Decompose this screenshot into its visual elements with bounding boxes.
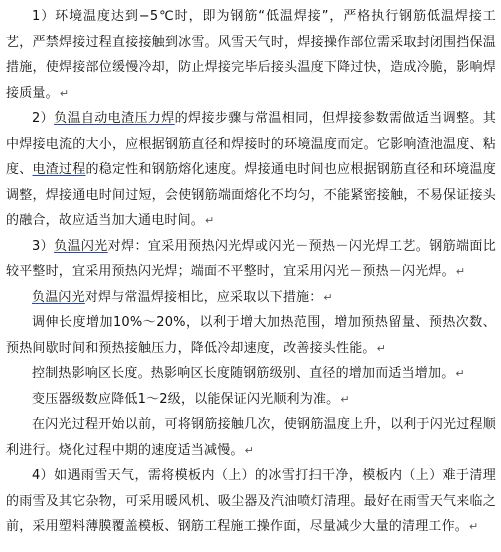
text-run: 1）环境温度达到−5℃时，即为钢筋“低温焊接”，严格执行钢筋低温焊接工艺，严禁焊接过程直接接触到冰雪。风雪天气时，焊接操作部位需采取封闭围挡保温措施，使焊接部位缓慢冷却，防止焊接完毕后接头温度下降过快，造成冷脆，影响焊接质量。	[6, 9, 496, 101]
paragraph-mark-icon: ↵	[205, 214, 215, 227]
paragraph-mark-icon: ↵	[455, 265, 466, 278]
underlined-term: 电渣过程	[32, 162, 86, 177]
paragraph-mark-icon: ↵	[323, 290, 333, 304]
paragraph-8	[6, 412, 496, 463]
underlined-term: 负温自动电渣压力焊	[54, 111, 175, 126]
paragraph-mark-icon: ↵	[244, 443, 255, 457]
paragraph-2	[6, 106, 496, 234]
text-run: 对焊与常温焊接相比，应采取以下措施：	[84, 289, 323, 305]
text-run: 调伸长度增加10%～20%，以利于增大加热范围，增加预热留量、预热次数、预热间歇时间和预热接触压力，降低冷却速度，改善接头性能。	[6, 315, 496, 356]
text-run: 3）	[32, 238, 55, 254]
text-run: 对焊：宜采用预热闪光焊或闪光－预热－闪光焊工艺。钢筋端面比较平整时，宜采用预热闪光焊；端面不平整时，宜采用闪光－预热－闪光焊。	[6, 238, 496, 279]
text-run: 变压器级数应降低1～2级，以能保证闪光顺利为准。	[32, 391, 340, 407]
text-run: 的焊接步骤与常温相同，但焊接参数需做适当调整。其中焊接电流的大小，应根据钢筋直径和焊接时的环境温度而定。它影响渣池温度、粘度、	[6, 111, 496, 177]
underlined-term: 负温闪光	[54, 238, 108, 254]
paragraph-mark-icon: ↵	[340, 392, 350, 406]
underlined-term: 负温闪光	[32, 289, 85, 305]
paragraph-7	[6, 387, 496, 413]
paragraph-3	[6, 234, 496, 285]
paragraph-1	[6, 4, 496, 106]
text-run: 的稳定性和钢筋熔化速度。焊接通电时间也应根据钢筋直径和环境温度调整，焊接通电时间过短，会使钢筋端面熔化不均匀，不能紧密接触，不易保证接头的融合，故应适当加大通电时间。	[6, 162, 496, 228]
paragraph-9	[6, 463, 496, 540]
text-run: 在闪光过程开始以前，可将钢筋接触几次，使钢筋温度上升，以利于闪光过程顺利进行。烧化过程中期的速度适当减慢。	[6, 417, 496, 458]
paragraph-5	[6, 310, 496, 361]
paragraph-6	[6, 361, 496, 387]
text-run: 2）	[32, 111, 55, 126]
paragraph-mark-icon: ↵	[469, 520, 479, 533]
paragraph-4	[6, 285, 496, 311]
document-page	[6, 4, 496, 540]
paragraph-mark-icon: ↵	[455, 367, 465, 380]
paragraph-mark-icon: ↵	[376, 341, 387, 355]
paragraph-mark-icon: ↵	[59, 86, 70, 100]
text-run: 控制热影响区长度。热影响区长度随钢筋级别、直径的增加而适当增加。	[32, 366, 455, 381]
text-run: 4）如遇雨雪天气，需将模板内（上）的冰雪打扫干净，模板内（上）难于清理的雨雪及其它杂物，可采用暖风机、吸尘器及汽油喷灯清理。最好在雨雪天气来临之前，采用塑料薄膜覆盖模板、钢筋工程施工操作面，尽量减少大量的清理工作。	[6, 468, 496, 534]
